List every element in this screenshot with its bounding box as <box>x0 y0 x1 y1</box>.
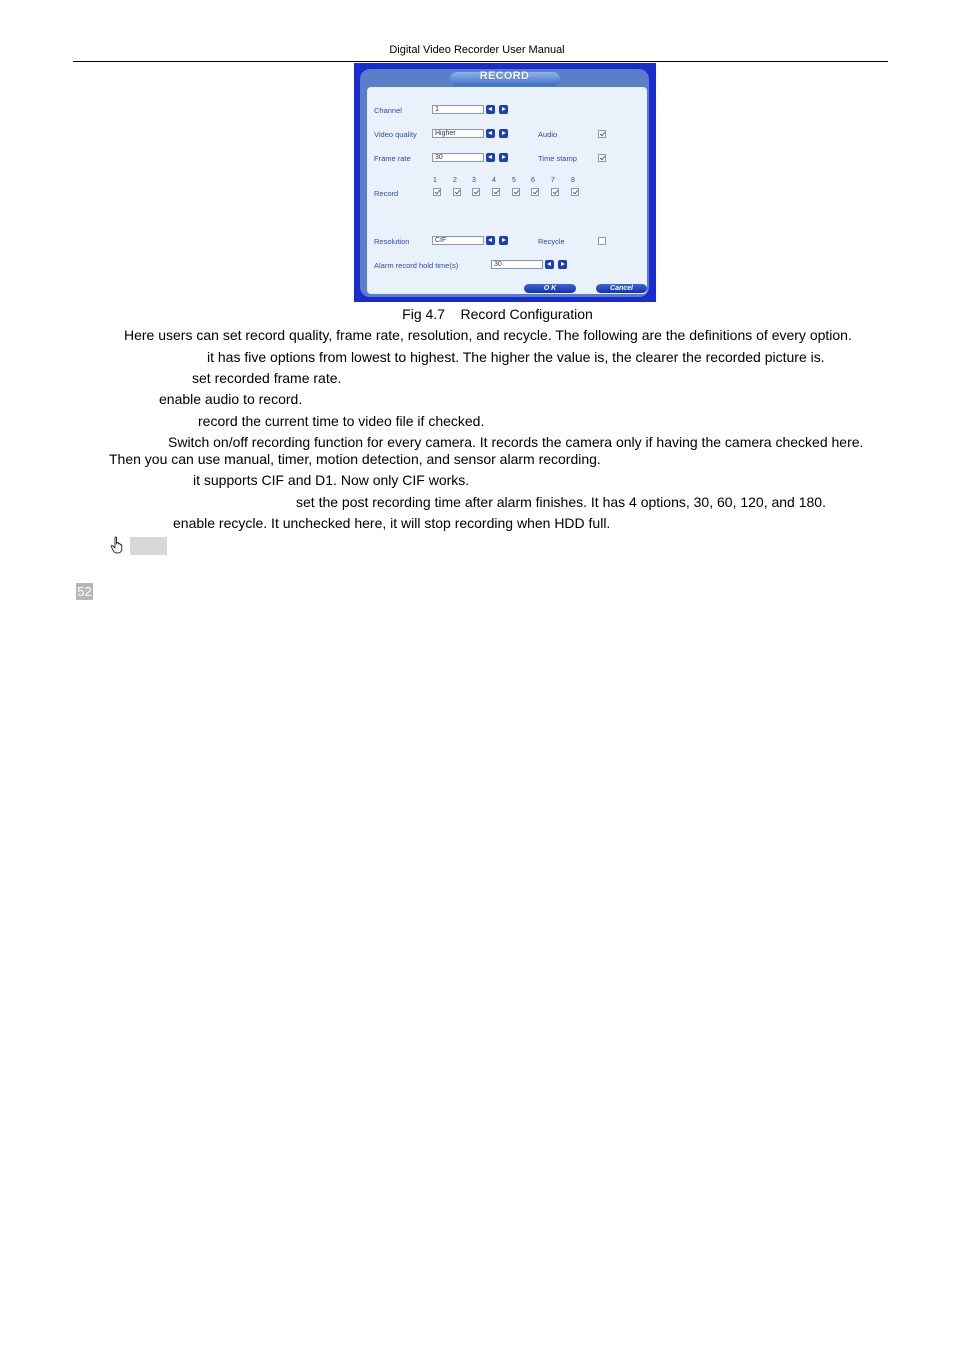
record-ch1-checkbox[interactable] <box>433 188 441 196</box>
quality-prev-arrow-icon[interactable] <box>486 129 495 138</box>
dialog-frame <box>360 69 649 297</box>
record-channel-number: 1 <box>433 177 437 184</box>
record-description-line2: Then you can use manual, timer, motion detection, and sensor alarm recording. <box>109 451 601 467</box>
channel-next-arrow-icon[interactable] <box>499 105 508 114</box>
video-quality-field[interactable]: Higher <box>432 129 484 138</box>
time-stamp-label: Time stamp <box>538 154 577 163</box>
record-channel-number: 2 <box>453 177 457 184</box>
recycle-label: Recycle <box>538 237 565 246</box>
audio-description: enable audio to record. <box>159 391 303 407</box>
audio-checkbox[interactable] <box>598 130 606 138</box>
record-channel-number: 6 <box>531 177 535 184</box>
record-ch8-checkbox[interactable] <box>571 188 579 196</box>
record-ch5-checkbox[interactable] <box>512 188 520 196</box>
record-channel-number: 4 <box>492 177 496 184</box>
figure-caption: Fig 4.7 Record Configuration <box>402 306 593 322</box>
alarm-hold-label: Alarm record hold time(s) <box>374 261 459 270</box>
record-description-line1: Switch on/off recording function for every camera. It records the camera only if having the camera checked here. <box>168 434 864 450</box>
video-quality-label: Video quality <box>374 130 417 139</box>
page-number: 52 <box>77 584 92 599</box>
frame-rate-field[interactable]: 30 <box>432 153 484 162</box>
record-channel-number: 8 <box>571 177 575 184</box>
record-dialog-screenshot <box>354 63 656 302</box>
record-channel-number: 3 <box>472 177 476 184</box>
resolution-next-arrow-icon[interactable] <box>499 236 508 245</box>
audio-label: Audio <box>538 130 558 139</box>
quality-next-arrow-icon[interactable] <box>499 129 508 138</box>
resolution-prev-arrow-icon[interactable] <box>486 236 495 245</box>
channel-label: Channel <box>374 106 402 115</box>
time-stamp-description: record the current time to video file if checked. <box>198 413 485 429</box>
channel-prev-arrow-icon[interactable] <box>486 105 495 114</box>
record-label: Record <box>374 189 399 198</box>
record-ch4-checkbox[interactable] <box>492 188 500 196</box>
frame-rate-prev-arrow-icon[interactable] <box>486 153 495 162</box>
alarm-hold-description: set the post recording time after alarm finishes. It has 4 options, 30, 60, 120, and 180. <box>296 494 826 510</box>
alarm-hold-next-arrow-icon[interactable] <box>558 260 567 269</box>
frame-rate-description: set recorded frame rate. <box>192 370 342 386</box>
resolution-label: Resolution <box>374 237 410 246</box>
channel-field[interactable]: 1 <box>432 105 484 114</box>
dialog-panel <box>367 87 647 294</box>
record-channel-number: 5 <box>512 177 516 184</box>
record-ch7-checkbox[interactable] <box>551 188 559 196</box>
alarm-hold-field[interactable]: 30 <box>491 260 543 269</box>
record-ch2-checkbox[interactable] <box>453 188 461 196</box>
frame-rate-label: Frame rate <box>374 154 411 163</box>
intro-paragraph: Here users can set record quality, frame rate, resolution, and recycle. The following are the definitions of every option. <box>124 327 852 343</box>
cancel-button[interactable]: Cancel <box>596 284 647 293</box>
recycle-checkbox[interactable] <box>598 237 606 245</box>
recycle-description: enable recycle. It unchecked here, it will stop recording when HDD full. <box>173 515 611 531</box>
time-stamp-checkbox[interactable] <box>598 154 606 162</box>
resolution-field[interactable]: CIF <box>432 236 484 245</box>
dialog-title: RECORD <box>479 70 530 82</box>
record-channel-number: 7 <box>551 177 555 184</box>
pointing-hand-icon <box>110 536 126 554</box>
alarm-hold-prev-arrow-icon[interactable] <box>545 260 554 269</box>
video-quality-description: it has five options from lowest to highest. The higher the value is, the clearer the recorded picture is. <box>207 349 825 365</box>
frame-rate-next-arrow-icon[interactable] <box>499 153 508 162</box>
note-label-box <box>130 537 167 555</box>
ok-button[interactable]: O K <box>524 284 576 293</box>
header-divider <box>73 61 888 62</box>
record-ch3-checkbox[interactable] <box>472 188 480 196</box>
page-header: Digital Video Recorder User Manual <box>389 44 565 56</box>
resolution-description: it supports CIF and D1. Now only CIF works. <box>193 472 470 488</box>
record-ch6-checkbox[interactable] <box>531 188 539 196</box>
